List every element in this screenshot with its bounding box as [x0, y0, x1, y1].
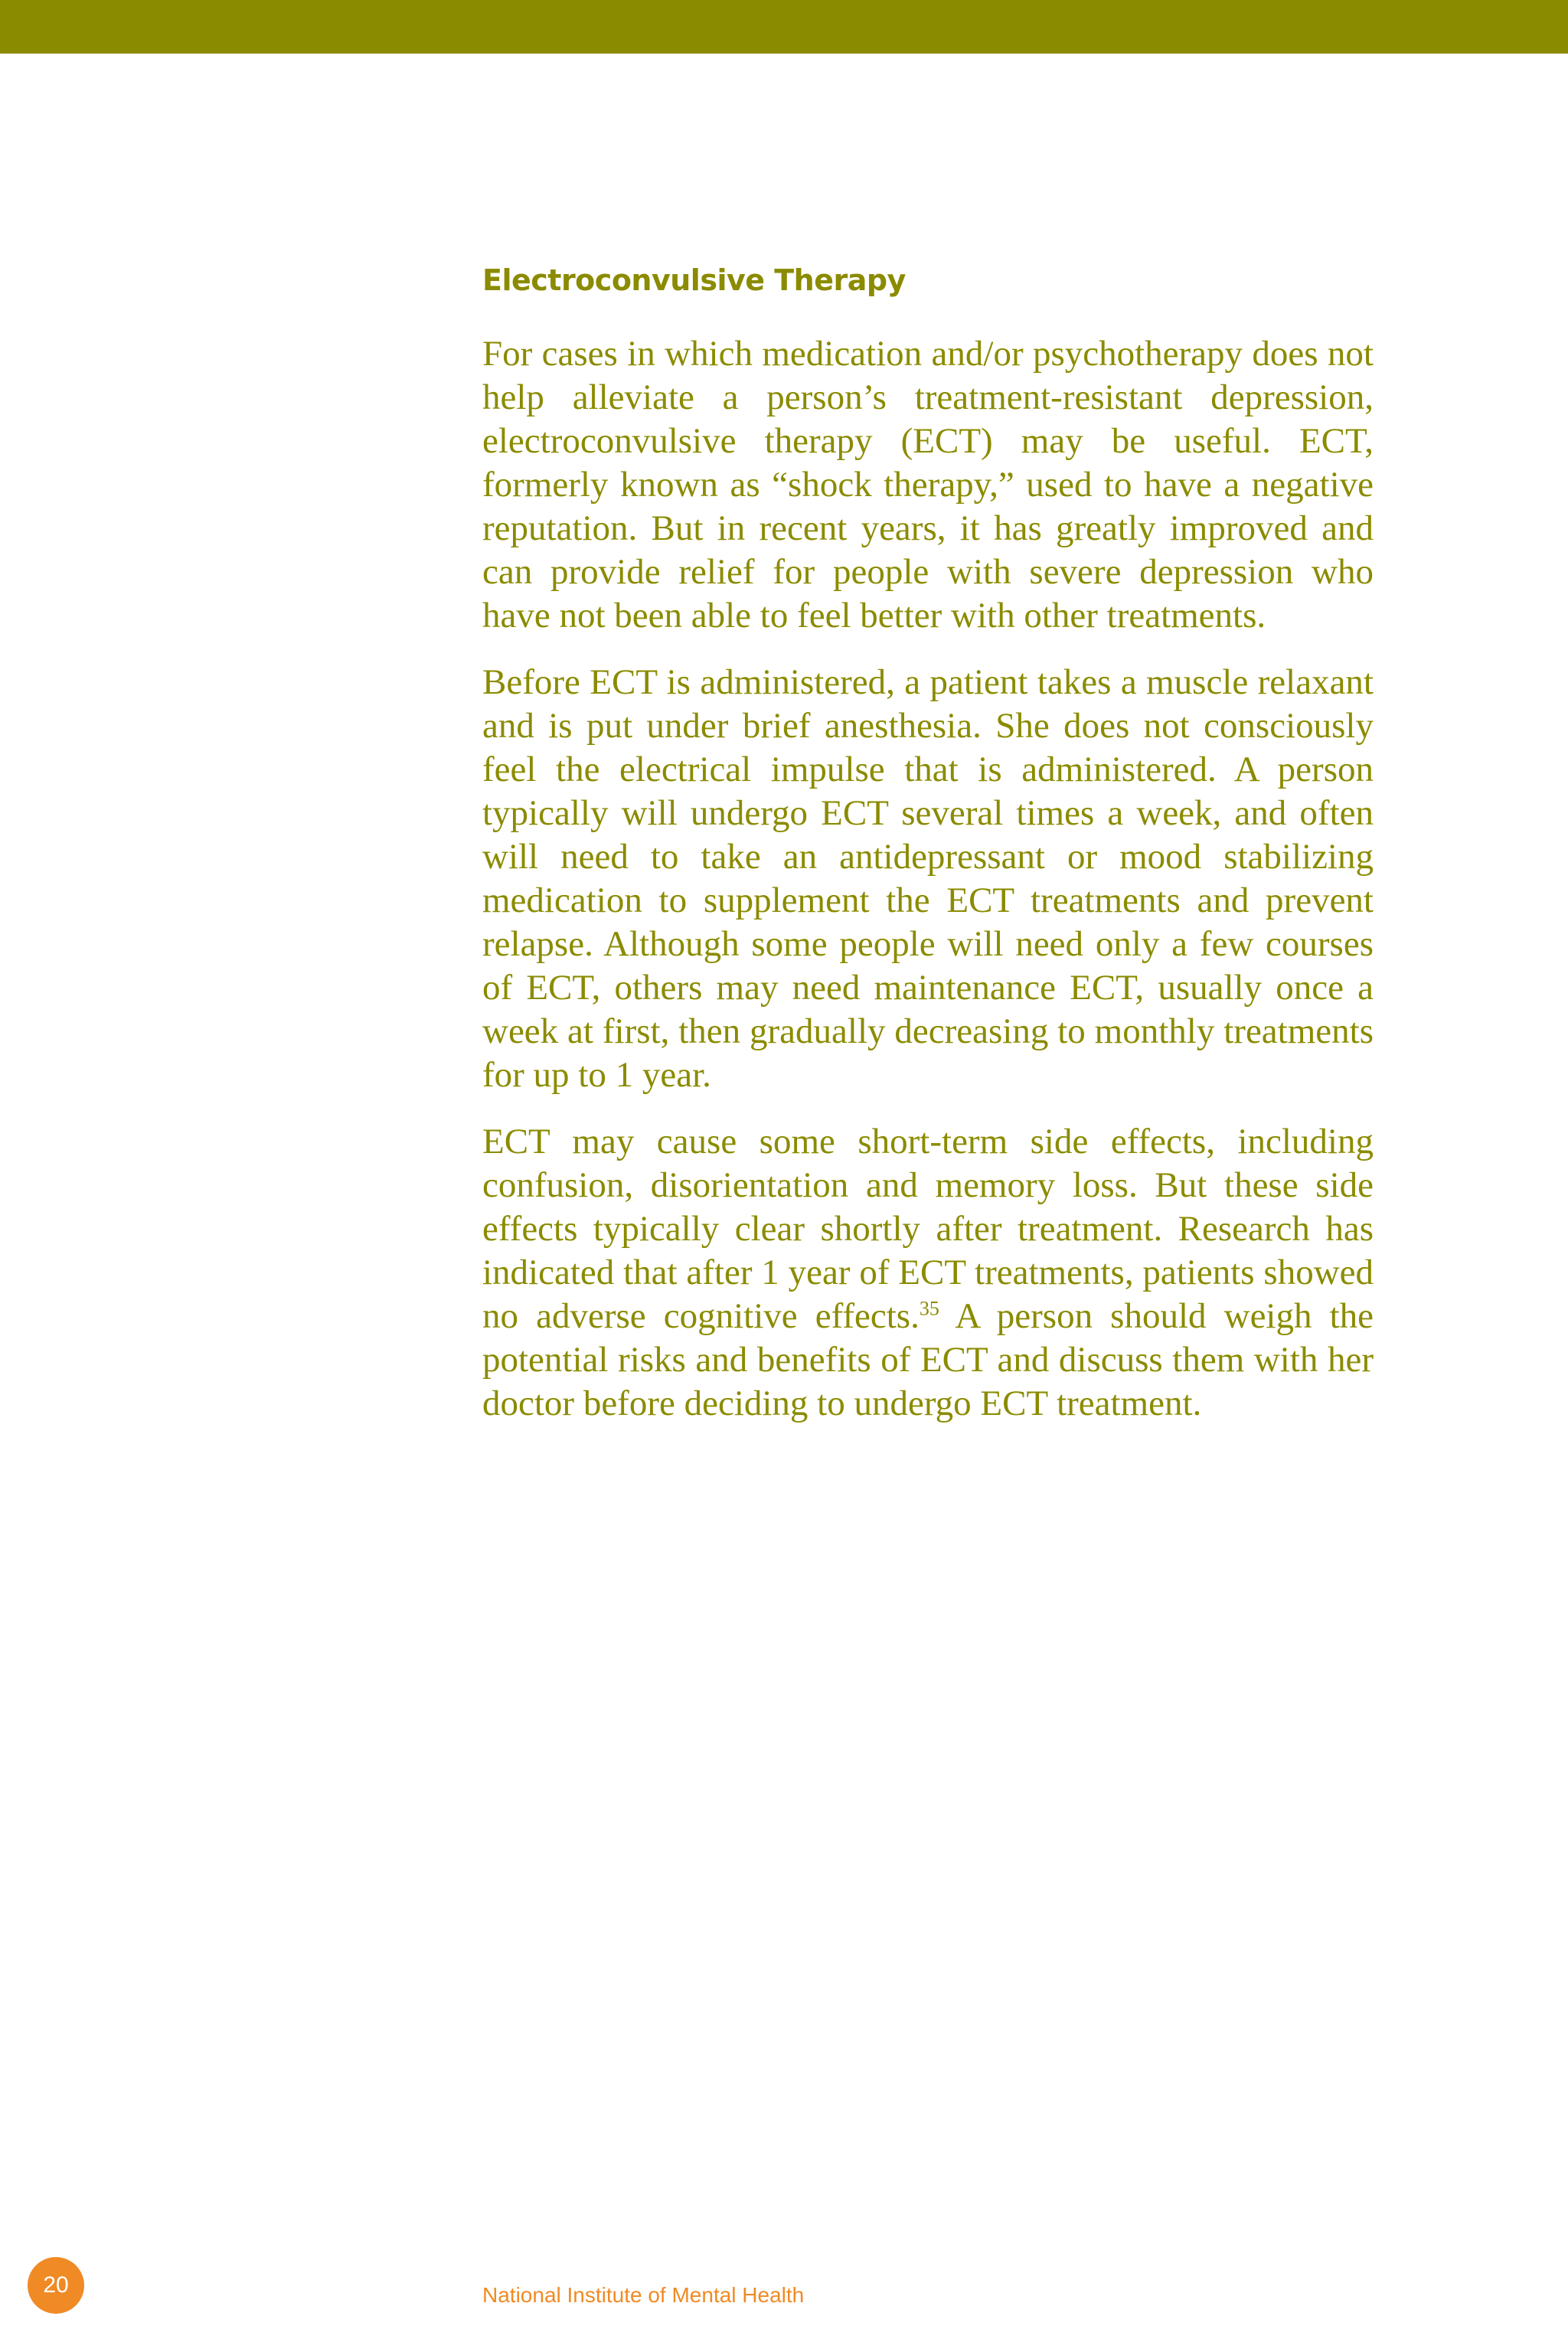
- footnote-reference[interactable]: 35: [919, 1297, 939, 1320]
- footer-publisher: National Institute of Mental Health: [482, 2283, 805, 2307]
- section-title: Electroconvulsive Therapy: [482, 263, 906, 297]
- paragraph-3-text-after: A person should weigh the potential risks and benefits of ECT and discuss them with her doctor before deciding to undergo ECT treatment.: [482, 1296, 1374, 1423]
- paragraph-2: Before ECT is administered, a patient takes a muscle relaxant and is put under brief anesthesia. She does not consciously feel the electrical impulse that is administered. A person typically will undergo ECT several times a week, and often will need to take an antidepressant or mood stabilizing medication to supplement the ECT treatments and prevent relapse. Although some people will need only a few courses of ECT, others may need maintenance ECT, usually once a week at first, then gradually decreasing to monthly treatments for up to 1 year.: [482, 662, 1374, 1095]
- paragraph-1: For cases in which medication and/or psychotherapy does not help alleviate a person’s treatment-resistant depression, electroconvulsive therapy (ECT) may be useful. ECT, formerly known as “shock therapy,” used to have a negative reputation. But in recent years, it has greatly improved and can provide relief for people with severe depression who have not been able to feel better with other treatments.: [482, 334, 1374, 635]
- page-number-badge: 20: [28, 2257, 84, 2314]
- paragraph-3-text-before: ECT may cause some short-term side effects, including confusion, disorientation and memory loss. But these side effects typically clear shortly after treatment. Research has indicated that after 1 year of ECT treatments, patients showed no adverse cognitive effects.: [482, 1122, 1374, 1336]
- main-content: [482, 260, 1374, 1449]
- top-color-band: [0, 0, 1568, 54]
- paragraph-3: [482, 1120, 1374, 1426]
